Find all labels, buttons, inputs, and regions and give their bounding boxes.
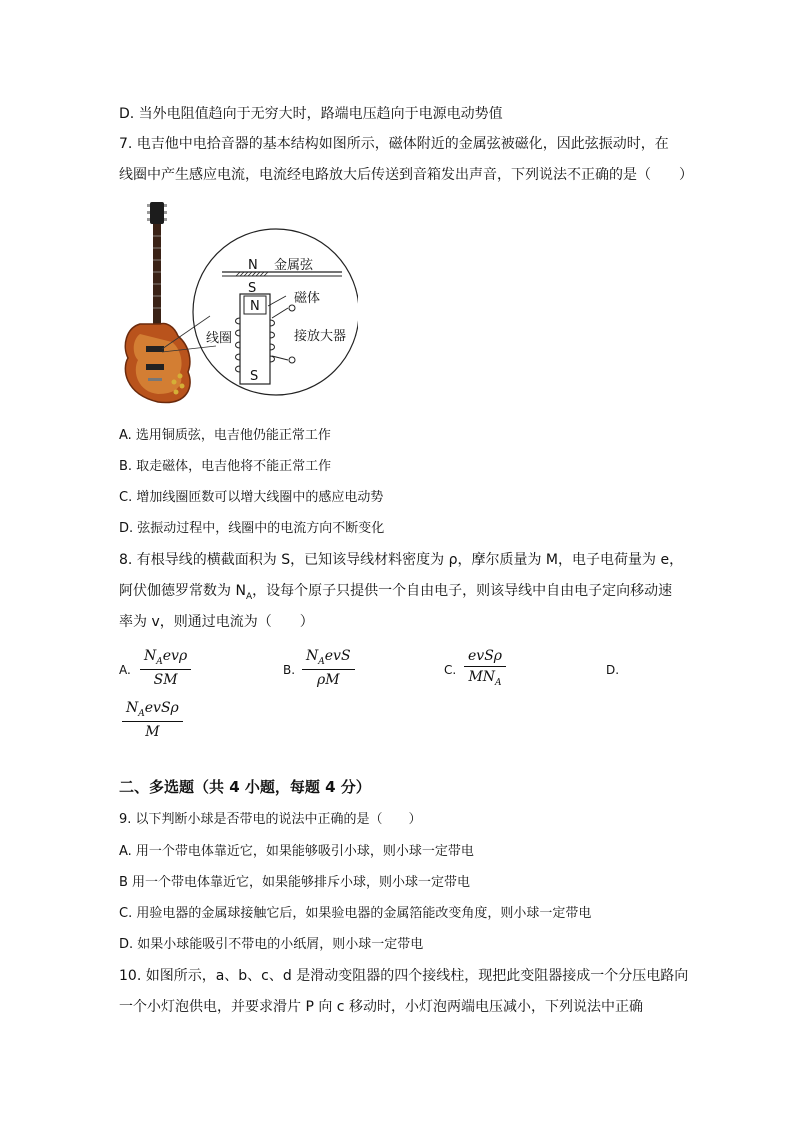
q9-option-a: A. 用一个带电体靠近它，如果能够吸引小球，则小球一定带电 xyxy=(119,844,474,859)
q8-option-c-formula: evSρ $MN_A$ xyxy=(464,648,506,688)
label-amplifier: 接放大器 xyxy=(294,329,347,344)
label-magnet: 磁体 xyxy=(294,291,321,306)
label-coil: 线圈 xyxy=(206,331,233,346)
coil xyxy=(236,318,275,372)
q8-option-a-formula: $N_Aev\rho$ SM xyxy=(140,648,191,688)
q8-stem-line1: 8. 有根导线的横截面积为 S，已知该导线材料密度为 ρ，摩尔质量为 M，电子电荷量为 e， xyxy=(119,552,684,568)
q8-option-d-formula: $N_AevS\rho$ M xyxy=(122,700,183,740)
label-pole-n-magnet: N xyxy=(250,299,260,314)
guitar-image xyxy=(125,202,190,403)
label-pole-s-magnet: S xyxy=(250,369,259,384)
q9-stem: 9. 以下判断小球是否带电的说法中正确的是（ ） xyxy=(119,812,422,827)
q6-option-d: D. 当外电阻值趋向于无穷大时，路端电压趋向于电源电动势值 xyxy=(119,106,503,122)
q8-option-b-formula: $N_AevS$ ρM xyxy=(302,648,355,688)
q8-stem-line2: 阿伏伽德罗常数为 $N_A$，设每个原子只提供一个自由电子，则该导线中自由电子定向移动速 xyxy=(119,583,673,602)
q10-stem-line2: 一个小灯泡供电，并要求滑片 P 向 c 移动时，小灯泡两端电压减小，下列说法中正确 xyxy=(119,999,643,1015)
q8-option-b-label: B. xyxy=(283,663,296,677)
q7-stem-line1: 7. 电吉他中电拾音器的基本结构如图所示，磁体附近的金属弦被磁化，因此弦振动时，在 xyxy=(119,136,669,152)
label-metal-string: 金属弦 xyxy=(274,258,314,273)
q7-option-d: D. 弦振动过程中，线圈中的电流方向不断变化 xyxy=(119,521,385,536)
q8-option-c-label: C. xyxy=(444,663,457,677)
guitar-pickup-diagram xyxy=(118,196,358,410)
q9-option-c: C. 用验电器的金属球接触它后，如果验电器的金属箔能改变角度，则小球一定带电 xyxy=(119,906,592,921)
q9-option-b: B 用一个带电体靠近它，如果能够排斥小球，则小球一定带电 xyxy=(119,875,471,890)
q8-stem-line3: 率为 v，则通过电流为（ ） xyxy=(119,614,314,630)
q10-stem-line1: 10. 如图所示，a、b、c、d 是滑动变阻器的四个接线柱，现把此变阻器接成一个分压电路向 xyxy=(119,968,689,984)
q9-option-d: D. 如果小球能吸引不带电的小纸屑，则小球一定带电 xyxy=(119,937,424,952)
q7-figure xyxy=(118,196,358,410)
section-title-multiple-choice: 二、多选题（共 4 小题，每题 4 分） xyxy=(119,778,371,796)
magnifier-circle xyxy=(193,229,358,395)
q8-option-a-label: A. xyxy=(119,663,131,677)
q7-option-b: B. 取走磁体，电吉他将不能正常工作 xyxy=(119,459,332,474)
q7-option-c: C. 增加线圈匝数可以增大线圈中的感应电动势 xyxy=(119,490,384,505)
label-pole-s-top: S xyxy=(248,281,257,296)
q7-stem-line2: 线圈中产生感应电流，电流经电路放大后传送到音箱发出声音，下列说法不正确的是（ ） xyxy=(119,167,693,183)
label-pole-n-top: N xyxy=(248,258,258,273)
q8-option-d-label: D. xyxy=(606,663,620,677)
q7-option-a: A. 选用铜质弦，电吉他仍能正常工作 xyxy=(119,428,331,443)
